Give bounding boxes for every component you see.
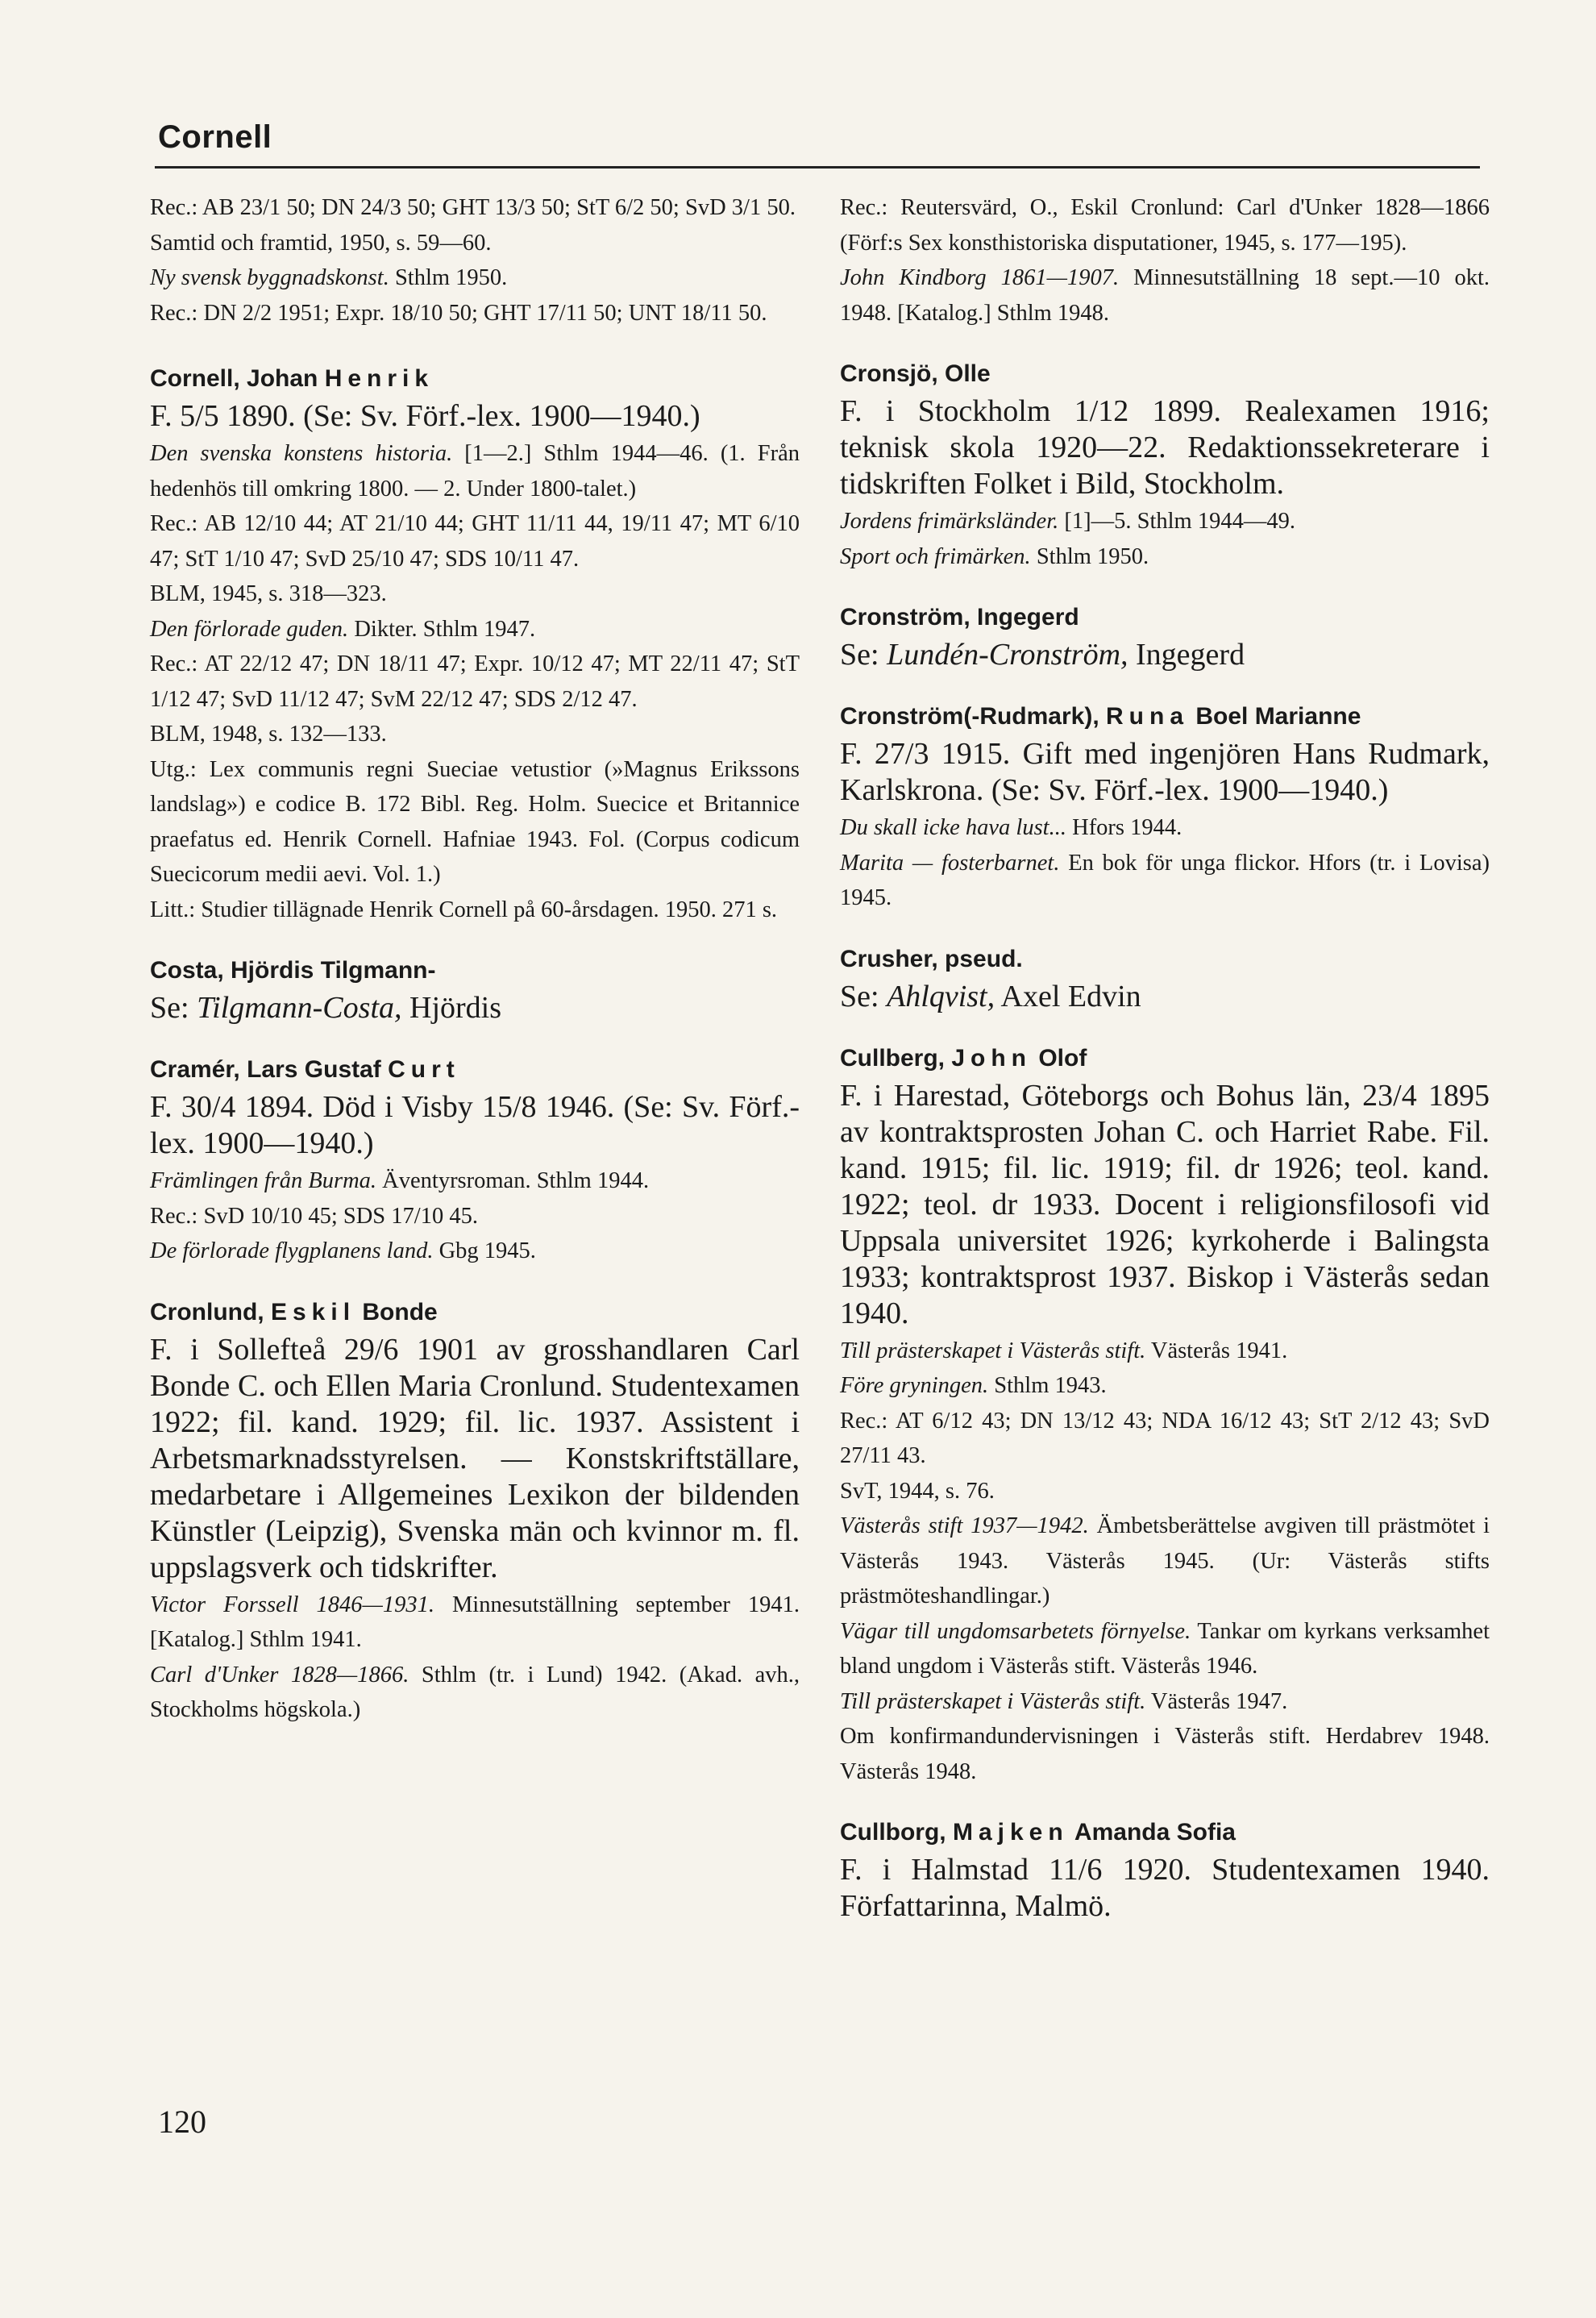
name-text-end: Bonde [355, 1298, 438, 1325]
see-reference [840, 979, 1490, 1015]
work-title: Den förlorade guden. [150, 616, 349, 642]
literature-note: Litt.: Studier tillägnade Henrik Cornell på 60-årsdagen. 1950. 271 s. [150, 897, 778, 922]
work-details: Hfors 1944. [1066, 815, 1182, 840]
entry-cornell [150, 363, 800, 927]
work-title: Jordens frimärksländer. [840, 509, 1059, 534]
entry-heading: Costa, Hjördis Tilgmann- [150, 957, 436, 984]
work-title: Sport och frimärken. [840, 543, 1031, 569]
work-details: Tankar om kyrkans verksamhet bland ungdom i Västerås stift. Västerås 1946. [840, 1618, 1490, 1679]
name-text: Cullborg, [840, 1819, 953, 1846]
review-list: Rec.: AT 22/12 47; DN 18/11 47; Expr. 10/12 47; MT 22/11 47; StT 1/12 47; SvD 11/12 47; SvM 22/12 47; SDS 2/12 47. [150, 651, 800, 712]
entry-heading [150, 363, 800, 395]
name-text: Cornell, Johan [150, 365, 325, 392]
work-entry [840, 539, 1490, 575]
biography: F. 27/3 1915. Gift med ingenjören Hans Rudmark, Karlskrona. (Se: Sv. Förf.-lex. 1900—1940.) [840, 737, 1490, 807]
header-rule [155, 166, 1480, 169]
work-details: Västerås 1947. [1145, 1688, 1288, 1714]
biography: F. i Harestad, Göteborgs och Bohus län, 23/4 1895 av kontraktsprosten Johan C. och Harriet Rabe. Fil. kand. 1915; fil. lic. 1919; fil. dr 1926; teol. kand. 1922; teol. dr 1933. Docent i religionsfilosofi vid Uppsala universitet 1926; kyrkoherde i Balingsta 1933; kontraktsprost 1937. Biskop i Västerås sedan 1940. [840, 1078, 1490, 1330]
review-list: Rec.: AT 6/12 43; DN 13/12 43; NDA 16/12 43; StT 2/12 43; SvD 27/11 43. [840, 1408, 1490, 1468]
work-title: Vägar till ungdomsarbetets förnyelse. [840, 1618, 1191, 1644]
name-spaced: Curt [388, 1056, 460, 1083]
article-reference: BLM, 1945, s. 318—323. [150, 581, 387, 606]
see-rest: Ingegerd [1128, 638, 1245, 672]
work-entry: Om konfirmandundervisningen i Västerås stift. Herdabrev 1948. Västerås 1948. [840, 1724, 1490, 1784]
see-target: Lundén-Cronström, [887, 638, 1128, 672]
work-title: John Kindborg 1861—1907. [840, 265, 1120, 290]
work-title: Till prästerskapet i Västerås stift. [840, 1688, 1146, 1714]
review-list: Rec.: AB 23/1 50; DN 24/3 50; GHT 13/3 50; StT 6/2 50; SvD 3/1 50. [150, 195, 796, 220]
work-details: Sthlm (tr. i Lund) 1942. (Akad. avh., Stockholms högskola.) [150, 1662, 800, 1722]
review-list: Rec.: AB 12/10 44; AT 21/10 44; GHT 11/11 44, 19/11 47; MT 6/10 47; StT 1/10 47; SvD 25/10 47; SDS 10/11 47. [150, 511, 800, 572]
biography: F. 5/5 1890. (Se: Sv. Förf.-lex. 1900—1940.) [150, 399, 700, 433]
entry-cramer [150, 1054, 800, 1269]
entry-heading: Cronsjö, Olle [840, 360, 991, 387]
work-details: Sthlm 1950. [1030, 543, 1149, 569]
work-title: Den svenska konstens historia. [150, 441, 453, 466]
article-reference: Samtid och framtid, 1950, s. 59—60. [150, 230, 492, 256]
review-list: Rec.: SvD 10/10 45; SDS 17/10 45. [150, 1203, 478, 1229]
work-details: Gbg 1945. [433, 1238, 536, 1263]
entry-cronlund [150, 1296, 800, 1728]
entry-cullberg [840, 1042, 1490, 1790]
name-spaced: John [951, 1044, 1033, 1072]
work-title: Ny svensk byggnadskonst. [150, 265, 389, 290]
work-details: En bok för unga flickor. Hfors (tr. i Lovisa) 1945. [840, 850, 1490, 910]
entry-heading: Cronström, Ingegerd [840, 604, 1079, 630]
name-text: Cullberg, [840, 1044, 952, 1072]
entry-heading [840, 1817, 1490, 1849]
work-title: Carl d'Unker 1828—1866. [150, 1662, 409, 1688]
name-text-end: Amanda Sofia [1068, 1819, 1236, 1846]
see-reference [840, 637, 1490, 673]
see-rest: Hjördis [401, 991, 502, 1025]
work-entry [150, 1588, 800, 1658]
name-text: Cronström(-Rudmark), [840, 703, 1107, 730]
work-details: [1—2.] Sthlm 1944—46. (1. Från hedenhös till omkring 1800. — 2. Under 1800-talet.) [150, 441, 800, 501]
biography: F. i Sollefteå 29/6 1901 av grosshandlaren Carl Bonde C. och Ellen Maria Cronlund. Studentexamen 1922; fil. kand. 1929; fil. lic. 1937. Assistent i Arbetsmarknadsstyrelsen. — Konstskriftställare, medarbetare i Allgemeines Lexikon der bildenden Künstler (Leipzig), Svenska män och kvinnor m. fl. uppslagsverk och tidskrifter. [150, 1332, 800, 1584]
work-details: Minnesutställning 18 sept.—10 okt. 1948. [Katalog.] Sthlm 1948. [840, 265, 1490, 326]
page-number: 120 [158, 2104, 206, 2140]
biography: F. i Halmstad 11/6 1920. Studentexamen 1940. Författarinna, Malmö. [840, 1853, 1490, 1923]
see-rest: Axel Edvin [995, 979, 1141, 1013]
name-text: Cramér, Lars Gustaf [150, 1056, 389, 1083]
running-head: Cornell [158, 119, 272, 155]
work-details: Västerås 1941. [1145, 1338, 1288, 1363]
entry-costa [150, 955, 800, 1026]
work-title: Victor Forssell 1846—1931. [150, 1592, 434, 1617]
name-spaced: Henrik [324, 365, 434, 392]
work-entry [840, 846, 1490, 916]
work-entry [840, 504, 1490, 539]
entry-cronlund-continued [840, 190, 1490, 331]
name-text-end: Boel Marianne [1189, 703, 1361, 730]
work-entry [150, 1163, 800, 1199]
work-details: Sthlm 1950. [389, 265, 508, 290]
entry-cullborg [840, 1817, 1490, 1925]
article-reference: BLM, 1948, s. 132—133. [150, 722, 387, 747]
work-entry [150, 436, 800, 506]
work-entry [840, 1334, 1490, 1369]
entry-cronstrom-rudmark [840, 701, 1490, 916]
work-title: De förlorade flygplanens land. [150, 1238, 434, 1263]
entry-heading: Crusher, pseud. [840, 945, 1023, 972]
entry-heading [150, 1054, 800, 1086]
name-spaced: Eskil [270, 1298, 356, 1325]
work-entry [150, 260, 800, 296]
see-target: Ahlqvist, [887, 979, 995, 1013]
biography: F. i Stockholm 1/12 1899. Realexamen 1916; teknisk skola 1920—22. Redaktionssekreterare i tidskriften Folket i Bild, Stockholm. [840, 394, 1490, 501]
work-title: Du skall icke hava lust... [840, 815, 1066, 840]
see-prefix: Se: [150, 991, 197, 1025]
entry-cronsjo [840, 358, 1490, 574]
work-entry [840, 1368, 1490, 1404]
name-spaced: Runa [1106, 703, 1190, 730]
work-entry [150, 1658, 800, 1728]
work-title: Före gryningen. [840, 1373, 989, 1398]
work-entry [150, 1234, 800, 1269]
entry-cronstrom [840, 601, 1490, 673]
work-entry [150, 612, 800, 647]
see-prefix: Se: [840, 979, 887, 1013]
review-list: Rec.: Reutersvärd, O., Eskil Cronlund: Carl d'Unker 1828—1866 (Förf:s Sex konsthistoriska disputationer, 1945, s. 177—195). [840, 195, 1490, 256]
article-reference: SvT, 1944, s. 76. [840, 1478, 995, 1504]
entry-heading [840, 701, 1490, 733]
work-title: Marita — fosterbarnet. [840, 850, 1060, 876]
entry-heading [840, 1042, 1490, 1075]
name-spaced: Majken [952, 1819, 1069, 1846]
work-details: Sthlm 1943. [988, 1373, 1107, 1398]
see-target: Tilgmann-Costa, [197, 991, 402, 1025]
see-prefix: Se: [840, 638, 887, 672]
work-title: Västerås stift 1937—1942. [840, 1513, 1089, 1538]
work-details: Ämbetsberättelse avgiven till prästmötet i Västerås 1943. Västerås 1945. (Ur: Västerås stifts prästmöteshandlingar.) [840, 1513, 1490, 1608]
left-column [150, 190, 800, 1755]
entry-heading [150, 1296, 800, 1329]
biography: F. 30/4 1894. Död i Visby 15/8 1946. (Se: Sv. Förf.-lex. 1900—1940.) [150, 1090, 800, 1160]
right-column [840, 190, 1490, 1952]
entry-crusher [840, 943, 1490, 1015]
work-title: Till prästerskapet i Västerås stift. [840, 1338, 1146, 1363]
name-text-end: Olof [1032, 1044, 1087, 1072]
work-title: Främlingen från Burma. [150, 1168, 377, 1193]
editor-note: Utg.: Lex communis regni Sueciae vetustior (»Magnus Erikssons landslag») e codice B. 172 Bibl. Reg. Holm. Suecice et Britannice praefatus ed. Henrik Cornell. Hafniae 1943. Fol. (Corpus codicum Suecicorum medii aevi. Vol. 1.) [150, 756, 800, 887]
review-list: Rec.: DN 2/2 1951; Expr. 18/10 50; GHT 17/11 50; UNT 18/11 50. [150, 300, 767, 326]
work-entry [840, 1684, 1490, 1720]
see-reference [150, 990, 800, 1026]
work-details: Minnesutställning september 1941. [Katalog.] Sthlm 1941. [150, 1592, 800, 1652]
name-text: Cronlund, [150, 1298, 271, 1325]
entry-continuation [150, 190, 800, 331]
work-entry [840, 1509, 1490, 1614]
work-details: [1]—5. Sthlm 1944—49. [1058, 509, 1295, 534]
work-entry [840, 1614, 1490, 1684]
work-entry [840, 810, 1490, 846]
work-details: Dikter. Sthlm 1947. [348, 616, 536, 642]
work-entry [840, 260, 1490, 331]
work-details: Äventyrsroman. Sthlm 1944. [376, 1168, 650, 1193]
